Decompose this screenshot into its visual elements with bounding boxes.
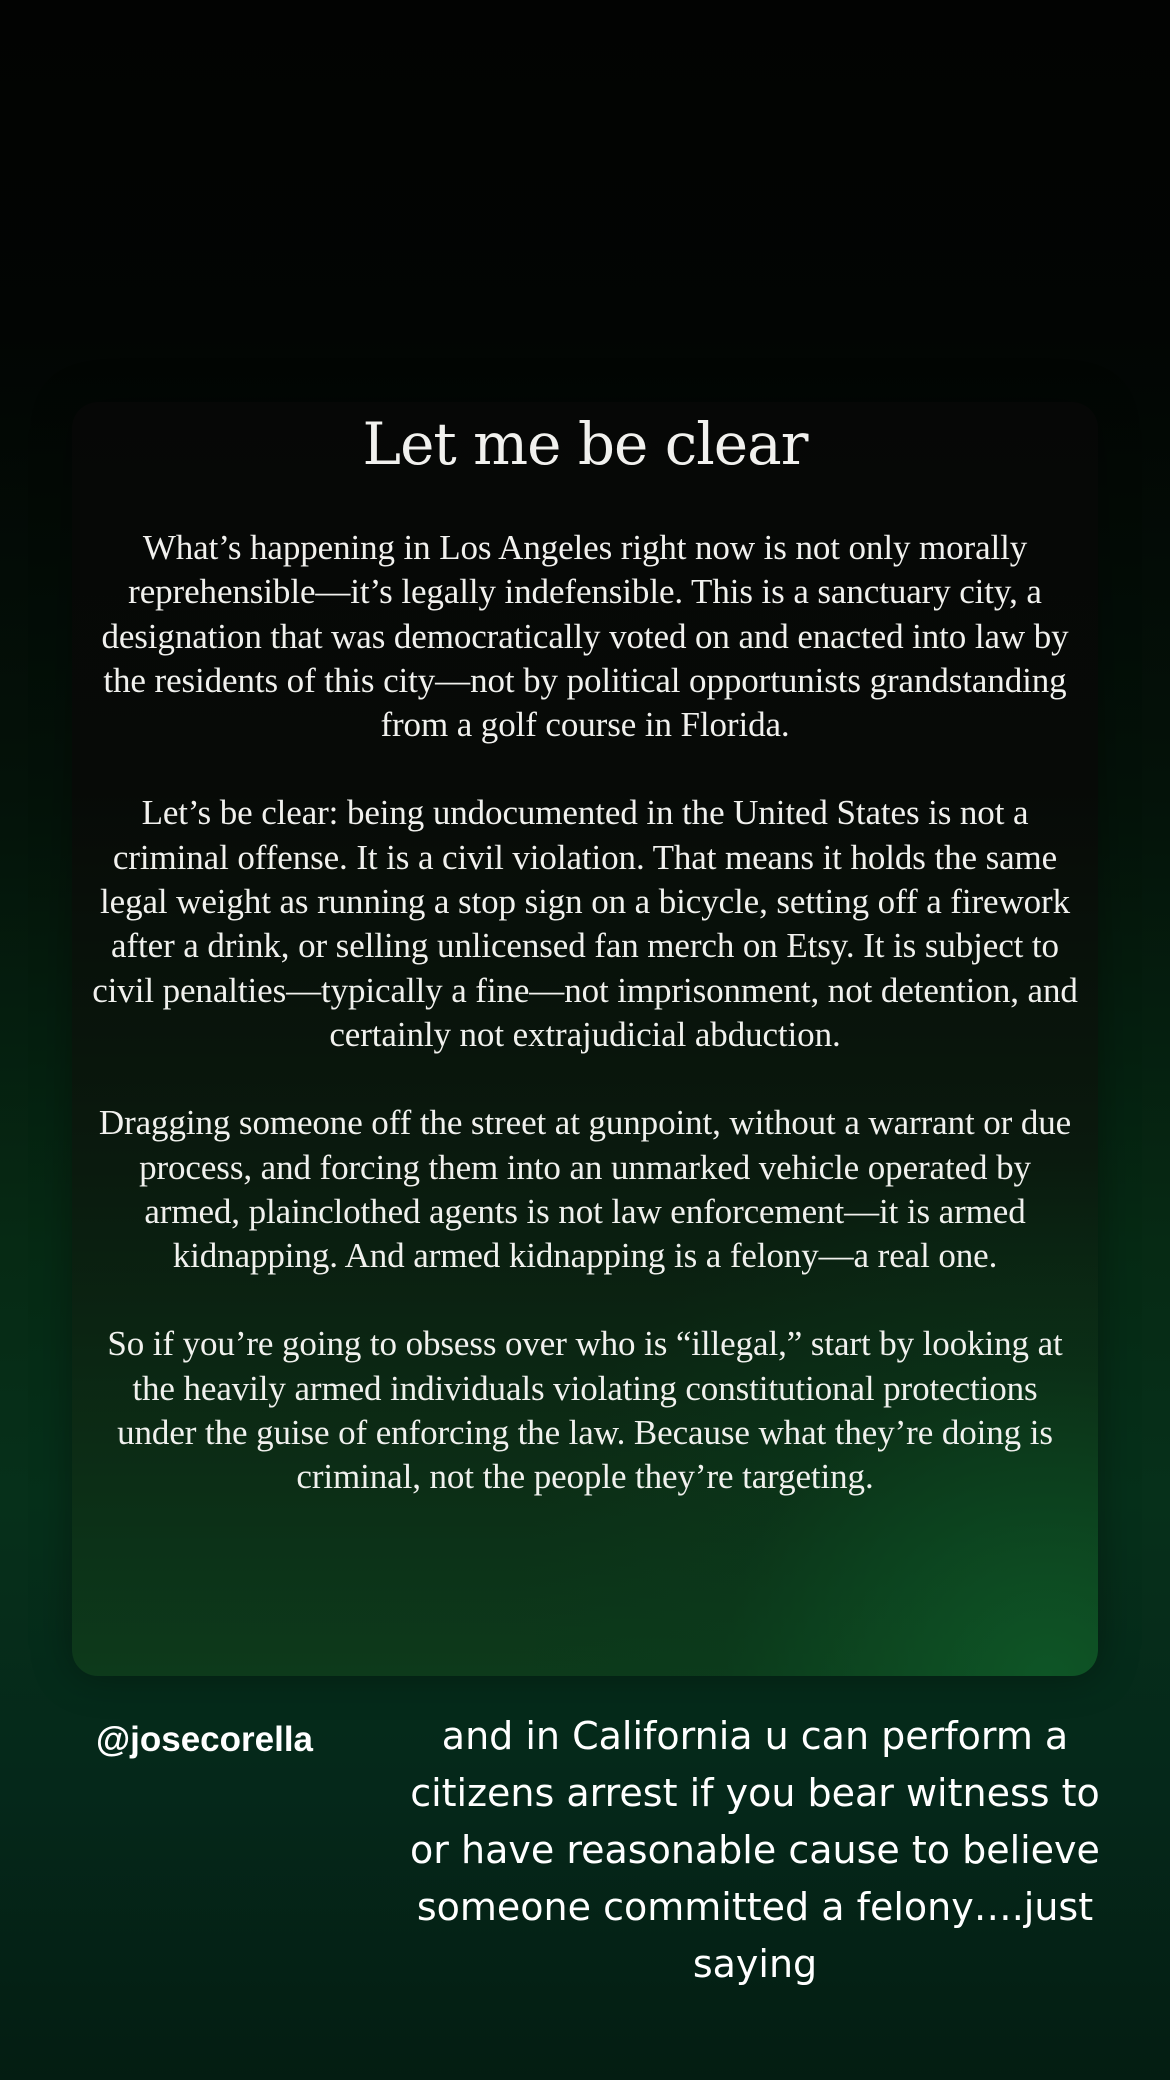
post-paragraph-4: So if you’re going to obsess over who is “illegal,” start by looking at the heavily armed individuals violating constitutional protections under the guise of enforcing the law. Because what they’re doing is criminal, not the people they’re targeting.: [107, 1324, 1063, 1497]
post-paragraph-3: Dragging someone off the street at gunpoint, without a warrant or due process, and forcing them into an unmarked vehicle operated by armed, plainclothed agents is not law enforcement—it is armed kidnapping. And armed kidnapping is a felony—a real one.: [98, 1103, 1072, 1276]
post-paragraph-1: What’s happening in Los Angeles right now is not only morally reprehensible—it’s legally indefensible. This is a sanctuary city, a designation that was democratically voted on and enacted into law by the residents of this city—not by political opportunists grandstanding from a golf course in Florida.: [101, 528, 1069, 745]
post-title: Let me be clear: [362, 410, 808, 478]
shared-post-card[interactable]: [72, 402, 1098, 1676]
mention-sticker[interactable]: @josecorella: [96, 1720, 314, 1759]
story-caption-text: and in California u can perform a citizens arrest if you bear witness to or have reasonable cause to believe someone committed a felony….just saying: [410, 1714, 1100, 1986]
post-paragraph-2: Let’s be clear: being undocumented in the United States is not a criminal offense. It is a civil violation. That means it holds the same legal weight as running a stop sign on a bicycle, setting off a firework after a drink, or selling unlicensed fan merch on Etsy. It is subject to civil penalties—typically a fine—not imprisonment, not detention, and certainly not extrajudicial abduction.: [92, 793, 1078, 1054]
post-content: [90, 402, 1080, 1500]
